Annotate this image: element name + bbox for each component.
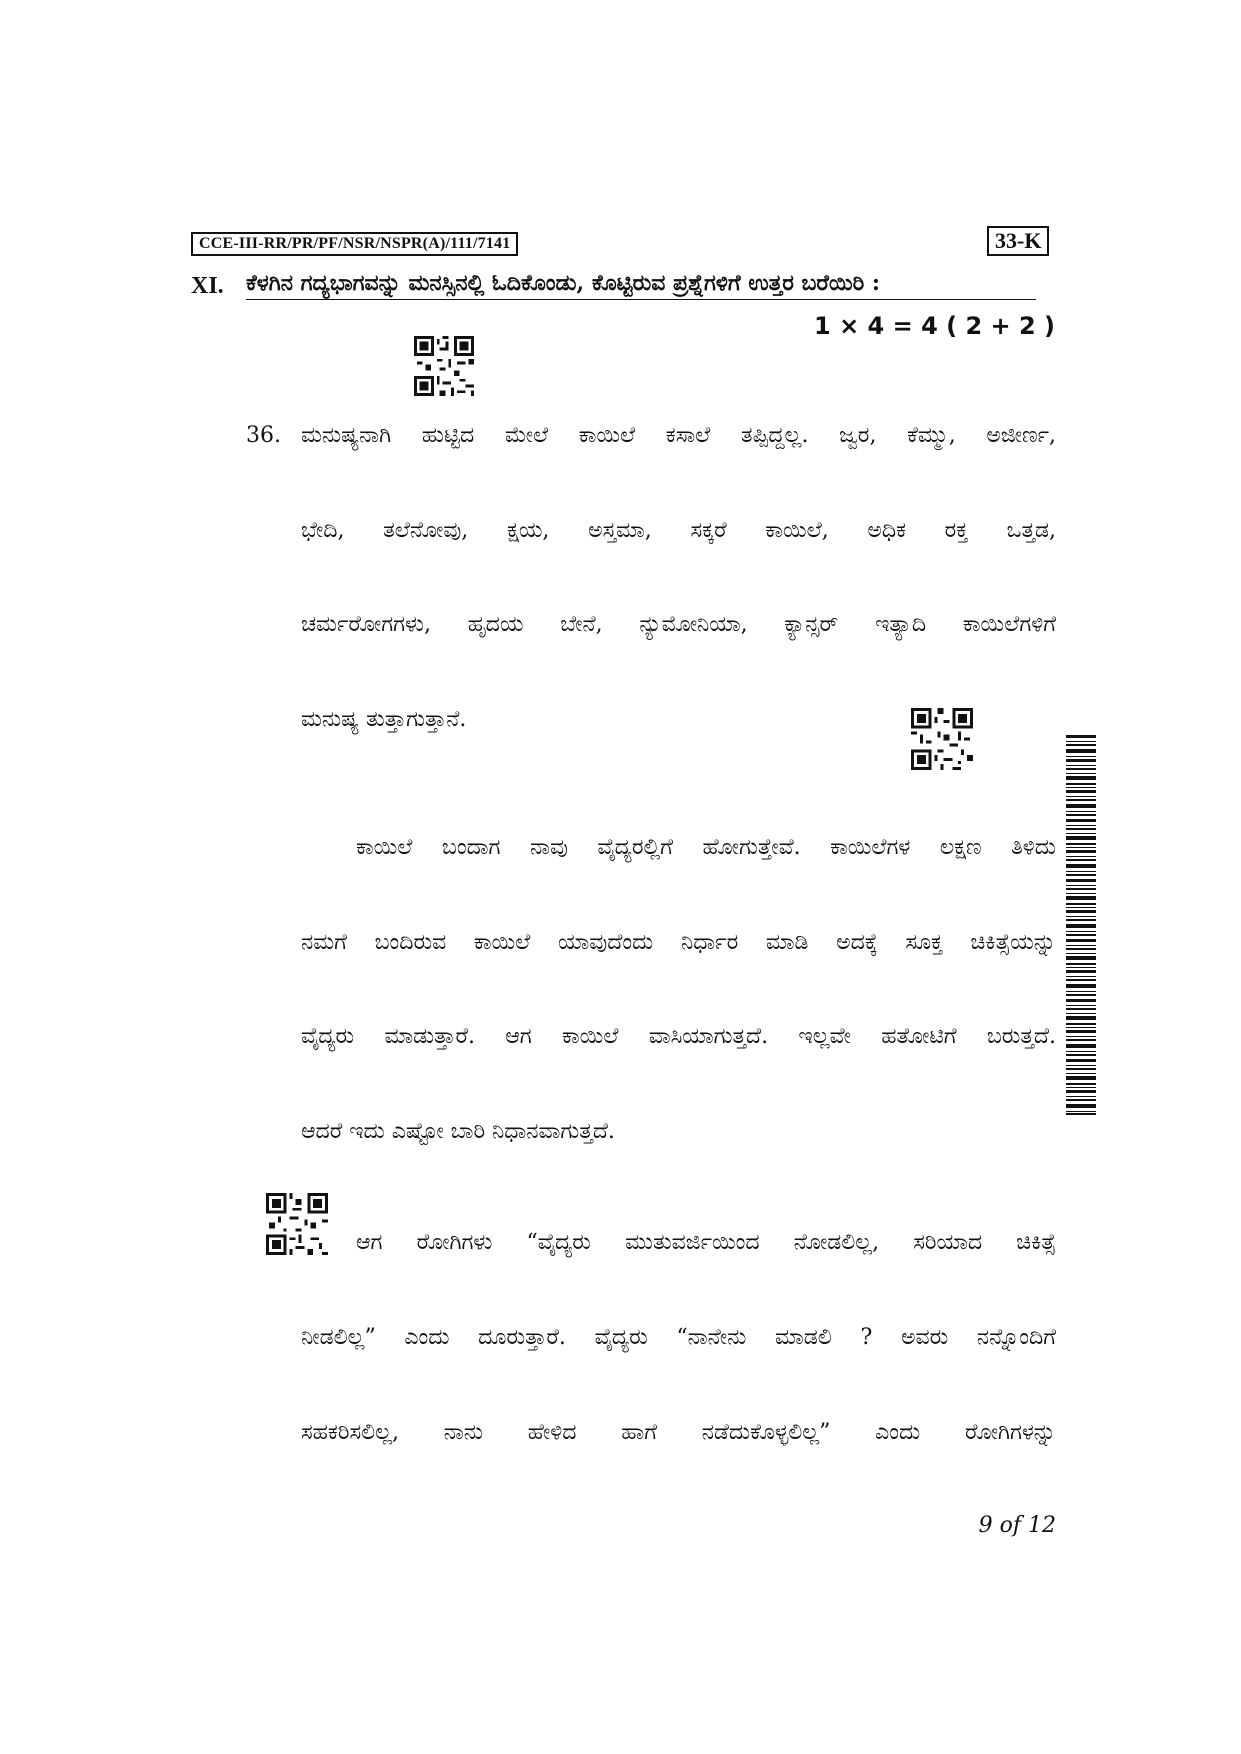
passage-line: ನಮಗೆ ಬಂದಿರುವ ಕಾಯಿಲೆ ಯಾವುದೆಂದು ನಿರ್ಧಾರ ಮಾಡಿ ಅದಕ್ಕೆ ಸೂಕ್ತ ಚಿಕಿತ್ಸೆಯನ್ನು: [301, 930, 1056, 955]
passage-line: ಚರ್ಮರೋಗಗಳು, ಹೃದಯ ಬೇನೆ, ನ್ಯುಮೋನಿಯಾ, ಕ್ಯಾನ್ಸರ್ ಇತ್ಯಾದಿ ಕಾಯಿಲೆಗಳಿಗೆ: [301, 612, 1056, 637]
section-number: XI.: [191, 273, 224, 299]
passage-line: ಆದರೆ ಇದು ಎಷ್ಟೋ ಬಾರಿ ನಿಧಾನವಾಗುತ್ತದೆ.: [301, 1119, 615, 1144]
passage-line: ಭೇದಿ, ತಲೆನೋವು, ಕ್ಷಯ, ಅಸ್ತಮಾ, ಸಕ್ಕರೆ ಕಾಯಿಲೆ, ಅಧಿಕ ರಕ್ತ ಒತ್ತಡ,: [301, 518, 1056, 543]
question-number: 36.: [246, 423, 281, 448]
qr-code-icon: [414, 336, 474, 396]
barcode-icon: [1066, 735, 1096, 1115]
passage-line: ಕಾಯಿಲೆ ಬಂದಾಗ ನಾವು ವೈದ್ಯರಲ್ಲಿಗೆ ಹೋಗುತ್ತೇವೆ. ಕಾಯಿಲೆಗಳ ಲಕ್ಷಣ ತಿಳಿದು: [356, 835, 1056, 860]
passage-line: ನೀಡಲಿಲ್ಲ” ಎಂದು ದೂರುತ್ತಾರೆ. ವೈದ್ಯರು “ನಾನೇನು ಮಾಡಲಿ ? ಅವರು ನನ್ನೊಂದಿಗೆ: [301, 1325, 1056, 1350]
qr-code-icon: [266, 1193, 328, 1255]
passage-line: ಸಹಕರಿಸಲಿಲ್ಲ, ನಾನು ಹೇಳಿದ ಹಾಗೆ ನಡೆದುಕೊಳ್ಳಲಿಲ್ಲ” ಎಂದು ರೋಗಿಗಳನ್ನು: [301, 1420, 1056, 1445]
passage-line: ಮನುಷ್ಯನಾಗಿ ಹುಟ್ಟಿದ ಮೇಲೆ ಕಾಯಿಲೆ ಕಸಾಲೆ ತಪ್ಪಿದ್ದಲ್ಲ. ಜ್ವರ, ಕೆಮ್ಮು, ಅಜೀರ್ಣ,: [301, 423, 1056, 448]
paper-code: CCE-III-RR/PR/PF/NSR/NSPR(A)/111/7141: [191, 232, 518, 256]
set-code: 33-K: [987, 226, 1049, 256]
passage-line: ವೈದ್ಯರು ಮಾಡುತ್ತಾರೆ. ಆಗ ಕಾಯಿಲೆ ವಾಸಿಯಾಗುತ್ತದೆ. ಇಲ್ಲವೇ ಹತೋಟಿಗೆ ಬರುತ್ತದೆ.: [301, 1024, 1056, 1049]
marks-scheme: 1 × 4 = 4 ( 2 + 2 ): [814, 312, 1055, 340]
page-number: 9 of 12: [978, 1513, 1056, 1538]
section-instruction: ಕೆಳಗಿನ ಗದ್ಯಭಾಗವನ್ನು ಮನಸ್ಸಿನಲ್ಲಿ ಓದಿಕೊಂಡು, ಕೊಟ್ಟಿರುವ ಪ್ರಶ್ನೆಗಳಿಗೆ ಉತ್ತರ ಬರೆಯಿರಿ :: [246, 270, 1036, 300]
passage-line: ಮನುಷ್ಯ ತುತ್ತಾಗುತ್ತಾನೆ.: [301, 707, 467, 732]
passage-line: ಆಗ ರೋಗಿಗಳು “ವೈದ್ಯರು ಮುತುವರ್ಜಿಯಿಂದ ನೋಡಲಿಲ್ಲ, ಸರಿಯಾದ ಚಿಕಿತ್ಸೆ: [356, 1230, 1056, 1255]
